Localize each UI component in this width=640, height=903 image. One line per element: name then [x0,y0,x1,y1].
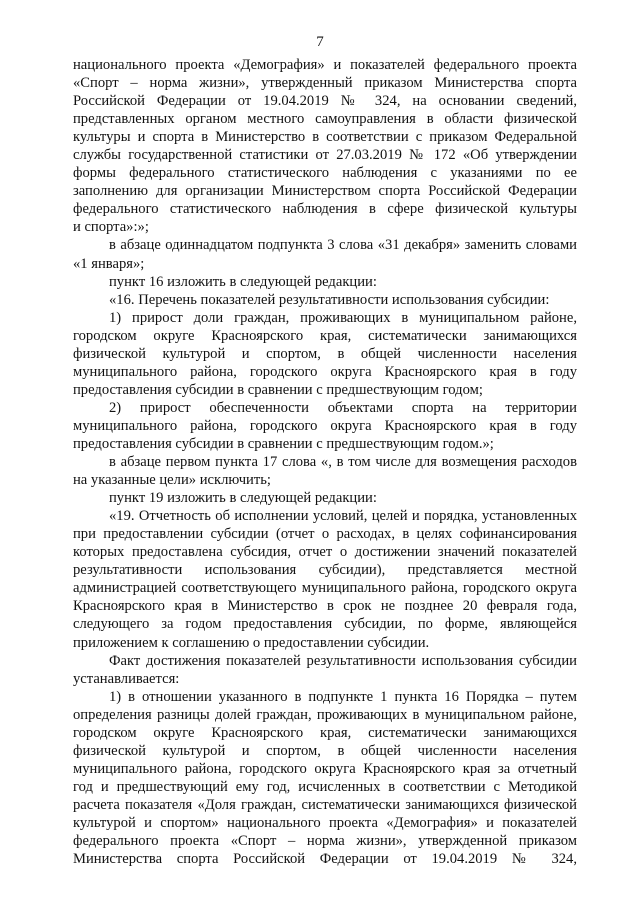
text-line: культуры и спорта в Министерство в соответствии с приказом Федеральной [73,129,577,146]
text-line: предоставления субсидии в сравнении с предшествующим годом; [73,381,483,398]
text-line: 1) в отношении указанного в подпункте 1 пункта 16 Порядка – путем [109,688,577,705]
text-line: федерального статистического наблюдения в сфере физической культуры [73,201,577,218]
text-line: муниципального района, городского округа Красноярского края за отчетный [73,760,577,777]
text-line: «19. Отчетность об исполнении условий, целей и порядка, установленных [109,508,577,525]
page-number: 7 [316,34,324,50]
text-line: муниципального района, городского округа Красноярского края в году [73,417,577,434]
text-line: «1 января»; [73,255,145,272]
text-line: пункт 19 изложить в следующей редакции: [109,490,377,507]
text-line: и спорта»:»; [73,219,149,236]
text-line: определения разницы долей граждан, проживающих в муниципальном районе, [73,706,577,723]
text-line: на указанные цели» исключить; [73,472,271,489]
text-line: «16. Перечень показателей результативности использования субсидии: [109,291,550,308]
text-line: следующего за годом предоставления субсидии, по форме, являющейся [73,616,577,633]
text-line: формы федерального статистического наблюдения с указаниями по ее [73,165,577,182]
text-line: Российской Федерации от 19.04.2019 № 324, на основании сведений, [73,93,577,110]
text-line: Красноярского края в Министерство в срок не позднее 20 февраля года, [73,598,577,615]
text-line: федерального проекта «Спорт – норма жизни», утвержденной приказом [73,833,577,850]
text-line: устанавливается: [73,670,180,687]
text-line: приложением к соглашению о предоставлении субсидии. [73,634,430,651]
text-line: расчета показателя «Доля граждан, систематически занимающихся физической [73,796,577,813]
document-body-text [73,56,577,868]
text-line: Факт достижения показателей результативности использования субсидии [109,652,577,669]
text-line: год и предшествующий ему год, исчисленных в соответствии с Методикой [73,778,577,795]
text-line: в абзаце одиннадцатом подпункта 3 слова «31 декабря» заменить словами [109,237,577,254]
text-line: пункт 16 изложить в следующей редакции: [109,273,377,290]
text-line: муниципального района, городского округа Красноярского края в году [73,363,577,380]
text-line: службы государственной статистики от 27.03.2019 № 172 «Об утверждении [73,147,577,164]
text-line: городском округе Красноярского края, систематически занимающихся [73,327,577,344]
text-line: которых предоставлена субсидия, отчет о достижении значений показателей [73,544,577,561]
text-line: Министерства спорта Российской Федерации от 19.04.2019 № 324, [73,851,577,868]
text-line: результативности использования субсидии), представляется местной [73,562,577,579]
text-line: национального проекта «Демография» и показателей федерального проекта [73,57,577,73]
text-line: городском округе Красноярского края, систематически занимающихся [73,724,577,741]
text-line: 1) прирост доли граждан, проживающих в муниципальном районе, [109,309,577,326]
text-line: заполнению для организации Министерством спорта Российской Федерации [73,183,577,200]
text-line: физической культурой и спортом, в общей численности населения [73,742,577,759]
text-line: предоставления субсидии в сравнении с предшествующим годом.»; [73,435,494,452]
text-line: физической культурой и спортом, в общей численности населения [73,345,577,362]
text-line: представленных органом местного самоуправления в области физической [73,111,577,128]
text-line: в абзаце первом пункта 17 слова «, в том числе для возмещения расходов [109,454,577,471]
text-line: администрацией соответствующего муниципального района, городского округа [73,580,577,597]
text-line: «Спорт – норма жизни», утвержденный приказом Министерства спорта [73,75,577,92]
text-line: 2) прирост обеспеченности объектами спорта на территории [109,399,577,416]
text-line: культурой и спортом» национального проекта «Демография» и показателей [73,814,577,831]
text-line: при предоставлении субсидии (отчет о расходах, в целях софинансирования [73,526,577,543]
